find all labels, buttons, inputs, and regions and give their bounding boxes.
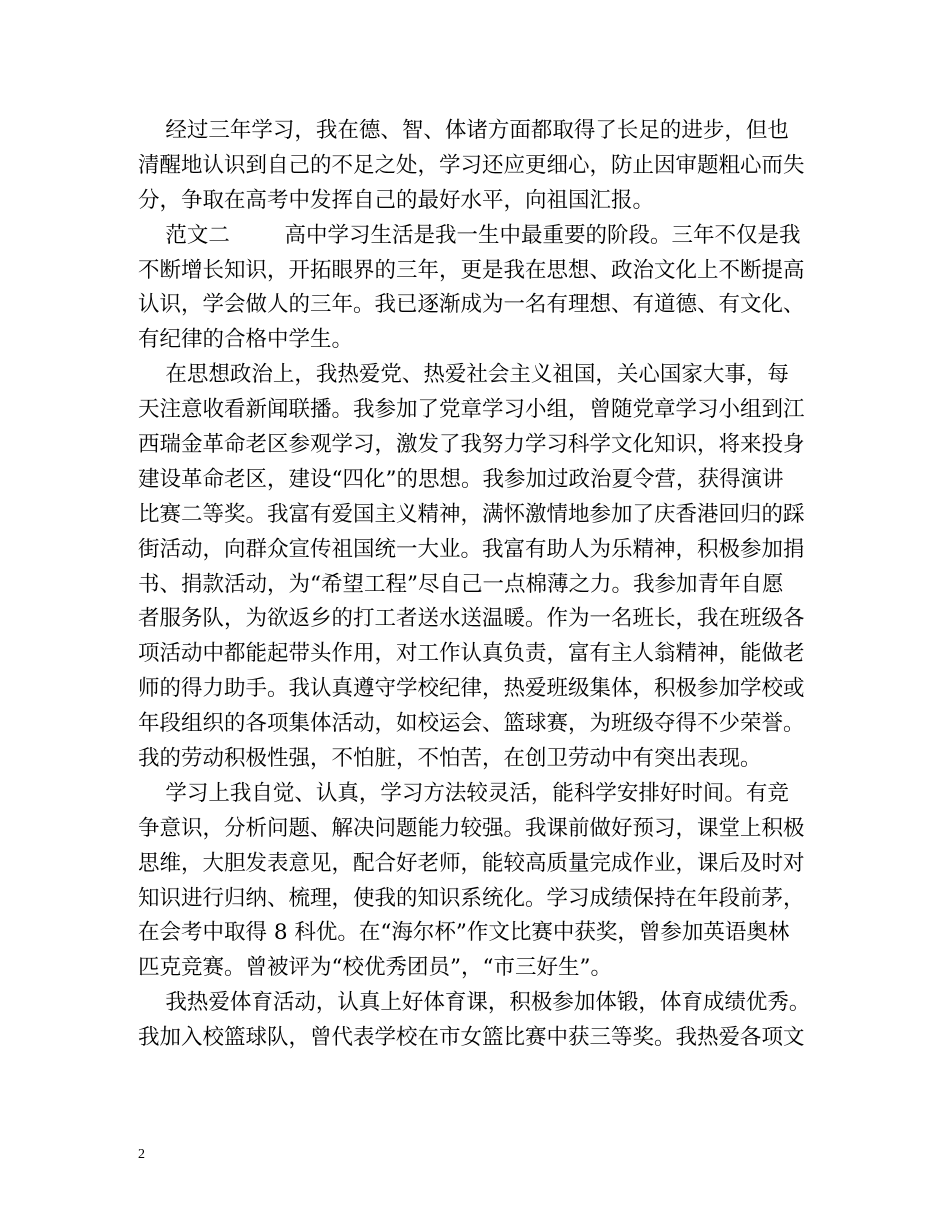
text-line-16: 项活动中都能起带头作用，对工作认真负责，富有主人翁精神，能做老	[138, 641, 805, 667]
text-line-11: 建设革命老区，建设“四化”的思想。我参加过政治夏令营，获得演讲	[138, 466, 784, 492]
text-line-23: 知识进行归纳、梳理，使我的知识系统化。学习成绩保持在年段前茅，	[138, 885, 805, 911]
text-line-12: 比赛二等奖。我富有爱国主义精神，满怀激情地参加了庆香港回归的踩	[138, 501, 805, 527]
text-line-9: 天注意收看新闻联播。我参加了党章学习小组，曾随党章学习小组到江	[138, 397, 805, 423]
text-line-6: 认识，学会做人的三年。我已逐渐成为一名有理想、有道德、有文化、	[138, 292, 805, 318]
text-line-17: 师的得力助手。我认真遵守学校纪律，热爱班级集体，积极参加学校或	[138, 676, 805, 702]
text-line-21: 争意识，分析问题、解决问题能力较强。我课前做好预习，课堂上积极	[138, 815, 805, 841]
text-line-10: 西瑞金革命老区参观学习，激发了我努力学习科学文化知识，将来投身	[138, 432, 805, 458]
text-line-27: 我加入校篮球队，曾代表学校在市女篮比赛中获三等奖。我热爱各项文	[138, 1025, 805, 1051]
text-line-24: 在会考中取得 8 科优。在“海尔杯”作文比赛中获奖，曾参加英语奥林	[138, 920, 790, 946]
text-line-20: 学习上我自觉、认真，学习方法较灵活，能科学安排好时间。有竞	[138, 780, 789, 806]
text-line-2: 清醒地认识到自己的不足之处，学习还应更细心，防止因审题粗心而失	[138, 152, 805, 178]
text-line-25: 匹克竞赛。曾被评为“校优秀团员”，“市三好生”。	[138, 955, 612, 981]
text-line-5: 不断增长知识，开拓眼界的三年，更是我在思想、政治文化上不断提高	[138, 257, 805, 283]
text-line-14: 书、捐款活动，为“希望工程”尽自己一点棉薄之力。我参加青年自愿	[138, 571, 784, 597]
text-line-8: 在思想政治上，我热爱党、热爱社会主义祖国，关心国家大事，每	[138, 362, 789, 388]
text-line-22: 思维，大胆发表意见，配合好老师，能较高质量完成作业，课后及时对	[138, 850, 805, 876]
text-line-3: 分，争取在高考中发挥自己的最好水平，向祖国汇报。	[138, 187, 655, 213]
text-line-13: 街活动，向群众宣传祖国统一大业。我富有助人为乐精神，积极参加捐	[138, 536, 805, 562]
text-line-1: 经过三年学习，我在德、智、体诸方面都取得了长足的进步，但也	[138, 118, 789, 143]
page-number: 2	[138, 1147, 145, 1162]
text-line-18: 年段组织的各项集体活动，如校运会、篮球赛，为班级夺得不少荣誉。	[138, 711, 805, 737]
text-line-26: 我热爱体育活动，认真上好体育课，积极参加体锻，体育成绩优秀。	[138, 990, 811, 1016]
text-line-19: 我的劳动积极性强，不怕脏，不怕苦，在创卫劳动中有突出表现。	[138, 746, 762, 772]
text-line-15: 者服务队，为欲返乡的打工者送水送温暖。作为一名班长，我在班级各	[138, 606, 805, 632]
text-line-4: 范文二 高中学习生活是我一生中最重要的阶段。三年不仅是我	[138, 222, 801, 248]
body-text	[138, 114, 818, 1056]
text-line-7: 有纪律的合格中学生。	[138, 327, 354, 353]
